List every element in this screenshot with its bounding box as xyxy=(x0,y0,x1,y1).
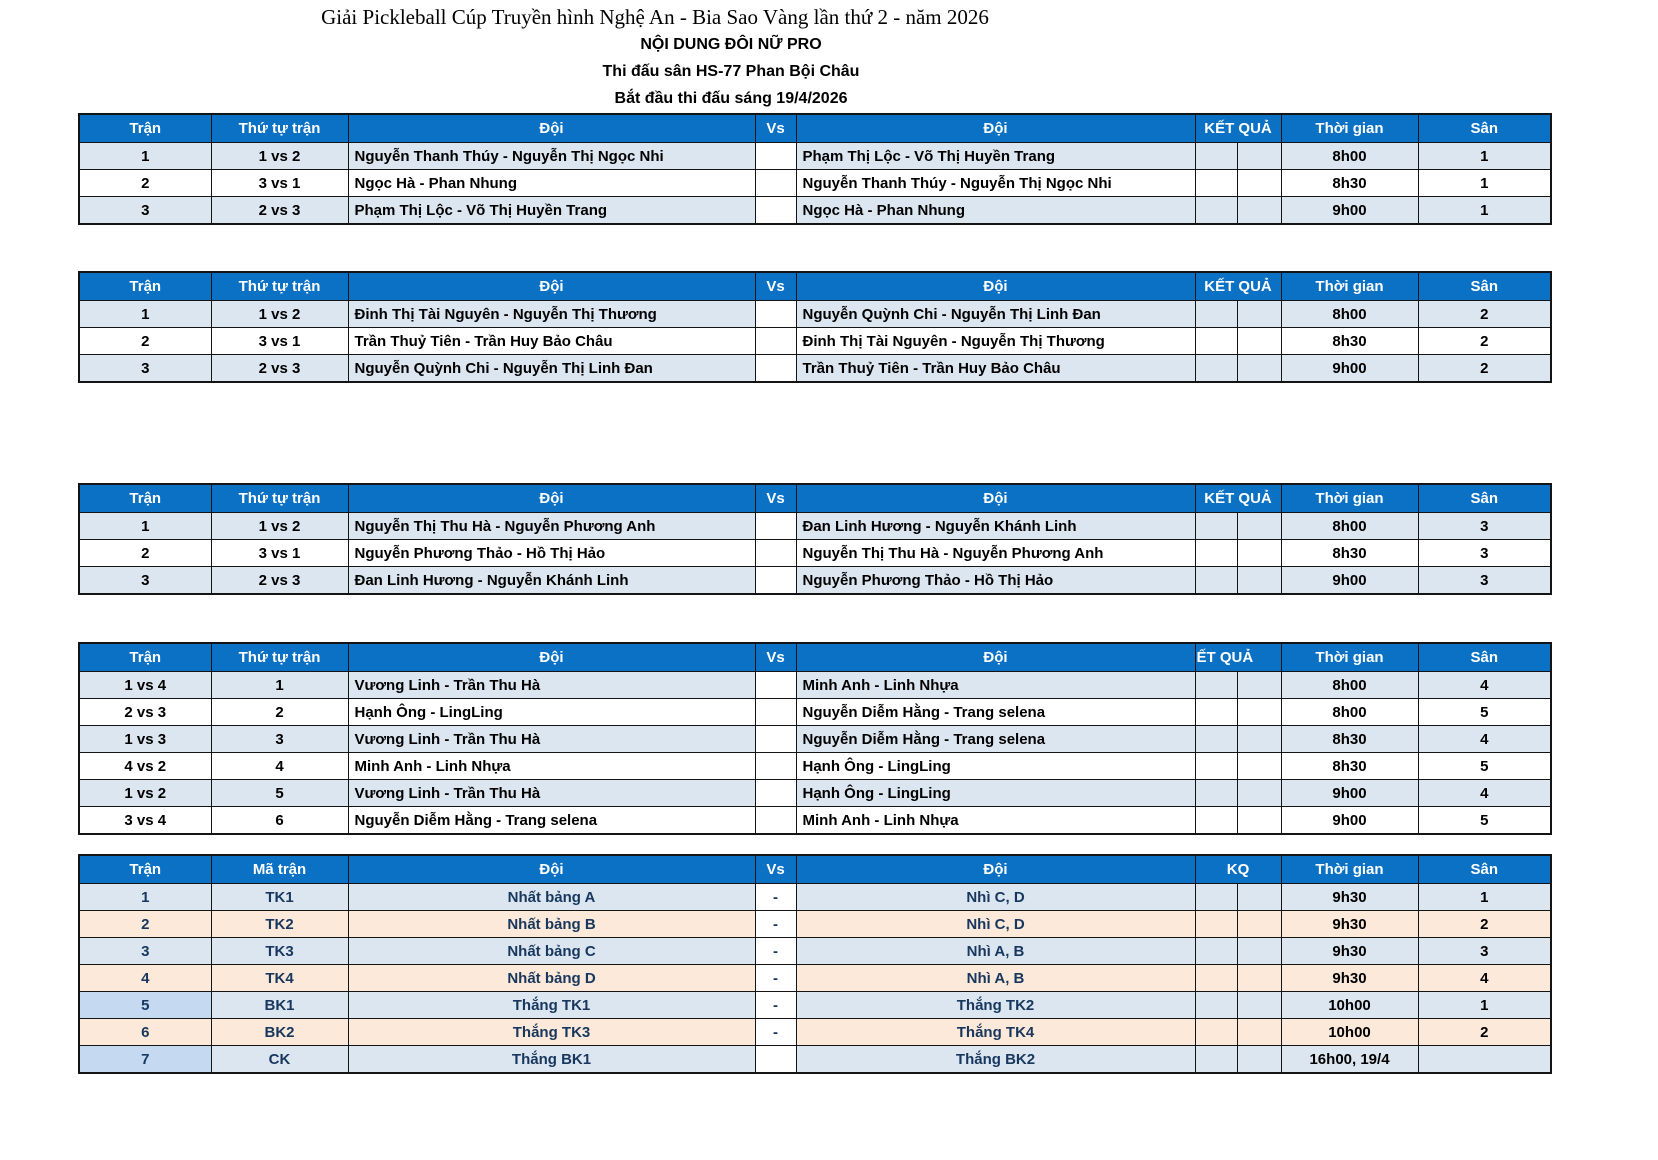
result2-cell xyxy=(1237,143,1281,170)
team2-cell: Phạm Thị Lộc - Võ Thị Huyền Trang xyxy=(796,143,1195,170)
vs-cell xyxy=(755,143,796,170)
court-cell: 4 xyxy=(1418,726,1551,753)
match-number-cell: 1 xyxy=(79,301,211,328)
time-cell: 8h30 xyxy=(1281,540,1418,567)
team2-cell: Ngọc Hà - Phan Nhung xyxy=(796,197,1195,225)
match-number-cell: 1 xyxy=(79,513,211,540)
column-header-team2: Đội xyxy=(796,114,1195,143)
column-header-team1: Đội xyxy=(348,643,755,672)
team2-cell: Nguyễn Diễm Hằng - Trang selena xyxy=(796,699,1195,726)
table-group-2 xyxy=(78,271,1552,383)
match-order-cell: 1 xyxy=(211,672,348,699)
table-row xyxy=(79,884,1551,911)
column-header-team2: Đội xyxy=(796,272,1195,301)
result1-cell xyxy=(1195,355,1237,383)
match-order-cell: 1 vs 2 xyxy=(211,143,348,170)
team1-cell: Hạnh Ông - LingLing xyxy=(348,699,755,726)
court-cell: 1 xyxy=(1418,197,1551,225)
match-number-cell: 2 xyxy=(79,911,211,938)
column-header-time: Thời gian xyxy=(1281,855,1418,884)
time-cell: 9h30 xyxy=(1281,884,1418,911)
table-row xyxy=(79,780,1551,807)
court-cell: 3 xyxy=(1418,540,1551,567)
match-order-cell: BK2 xyxy=(211,1019,348,1046)
column-header-result: KẾT QUẢ xyxy=(1195,114,1281,143)
column-header-order: Mã trận xyxy=(211,855,348,884)
team2-cell: Nguyễn Thanh Thúy - Nguyễn Thị Ngọc Nhi xyxy=(796,170,1195,197)
match-order-cell: 2 xyxy=(211,699,348,726)
team1-cell: Minh Anh - Linh Nhựa xyxy=(348,753,755,780)
result2-cell xyxy=(1237,699,1281,726)
match-order-cell: 2 vs 3 xyxy=(211,355,348,383)
table-row xyxy=(79,1046,1551,1074)
court-cell: 3 xyxy=(1418,513,1551,540)
match-order-cell: TK1 xyxy=(211,884,348,911)
column-header-time: Thời gian xyxy=(1281,643,1418,672)
vs-cell xyxy=(755,301,796,328)
event-category-title: NỘI DUNG ĐÔI NỮ PRO xyxy=(640,36,822,53)
table-row xyxy=(79,1019,1551,1046)
team1-cell: Trần Thuỷ Tiên - Trần Huy Bảo Châu xyxy=(348,328,755,355)
team1-cell: Nhất bảng B xyxy=(348,911,755,938)
court-cell: 5 xyxy=(1418,699,1551,726)
time-cell: 8h30 xyxy=(1281,726,1418,753)
result2-cell xyxy=(1237,965,1281,992)
team2-cell: Nguyễn Thị Thu Hà - Nguyễn Phương Anh xyxy=(796,540,1195,567)
table-group-1 xyxy=(78,113,1552,225)
team2-cell: Nhì A, B xyxy=(796,938,1195,965)
result1-cell xyxy=(1195,992,1237,1019)
table-row xyxy=(79,699,1551,726)
result2-cell xyxy=(1237,884,1281,911)
time-cell: 8h00 xyxy=(1281,513,1418,540)
team2-cell: Nhì A, B xyxy=(796,965,1195,992)
time-cell: 16h00, 19/4 xyxy=(1281,1046,1418,1074)
match-number-cell: 1 xyxy=(79,143,211,170)
team2-cell: Thắng TK4 xyxy=(796,1019,1195,1046)
match-order-cell: 2 vs 3 xyxy=(211,567,348,595)
team1-cell: Ngọc Hà - Phan Nhung xyxy=(348,170,755,197)
match-number-cell: 2 xyxy=(79,540,211,567)
column-header-team1: Đội xyxy=(348,855,755,884)
column-header-court: Sân xyxy=(1418,855,1551,884)
table-row xyxy=(79,672,1551,699)
match-number-cell: 1 vs 2 xyxy=(79,780,211,807)
team2-cell: Đinh Thị Tài Nguyên - Nguyễn Thị Thương xyxy=(796,328,1195,355)
team2-cell: Nguyễn Quỳnh Chi - Nguyễn Thị Linh Đan xyxy=(796,301,1195,328)
result1-cell xyxy=(1195,884,1237,911)
time-cell: 9h00 xyxy=(1281,780,1418,807)
result1-cell xyxy=(1195,513,1237,540)
match-order-cell: TK2 xyxy=(211,911,348,938)
match-number-cell: 3 vs 4 xyxy=(79,807,211,835)
result2-cell xyxy=(1237,1046,1281,1074)
time-cell: 8h00 xyxy=(1281,699,1418,726)
table-row xyxy=(79,513,1551,540)
court-cell: 5 xyxy=(1418,807,1551,835)
header-row xyxy=(79,484,1551,513)
table-row xyxy=(79,726,1551,753)
result2-cell xyxy=(1237,672,1281,699)
result2-cell xyxy=(1237,301,1281,328)
match-number-cell: 6 xyxy=(79,1019,211,1046)
time-cell: 9h00 xyxy=(1281,355,1418,383)
team1-cell: Nhất bảng C xyxy=(348,938,755,965)
table-row xyxy=(79,911,1551,938)
match-order-cell: 5 xyxy=(211,780,348,807)
result1-cell xyxy=(1195,143,1237,170)
header-row xyxy=(79,272,1551,301)
vs-cell xyxy=(755,567,796,595)
result2-cell xyxy=(1237,911,1281,938)
match-order-cell: 2 vs 3 xyxy=(211,197,348,225)
table-row xyxy=(79,540,1551,567)
column-header-court: Sân xyxy=(1418,114,1551,143)
table-row xyxy=(79,992,1551,1019)
time-cell: 9h30 xyxy=(1281,911,1418,938)
header-row xyxy=(79,114,1551,143)
column-header-team1: Đội xyxy=(348,272,755,301)
team1-cell: Nguyễn Thanh Thúy - Nguyễn Thị Ngọc Nhi xyxy=(348,143,755,170)
column-header-order: Thứ tự trận xyxy=(211,114,348,143)
time-cell: 9h00 xyxy=(1281,567,1418,595)
vs-cell xyxy=(755,780,796,807)
vs-cell xyxy=(755,726,796,753)
column-header-time: Thời gian xyxy=(1281,272,1418,301)
match-order-cell: 6 xyxy=(211,807,348,835)
vs-cell xyxy=(755,197,796,225)
result2-cell xyxy=(1237,567,1281,595)
team1-cell: Thắng TK3 xyxy=(348,1019,755,1046)
result1-cell xyxy=(1195,699,1237,726)
match-number-cell: 1 xyxy=(79,884,211,911)
column-header-result: KẾT QUẢ xyxy=(1195,272,1281,301)
column-header-order: Thứ tự trận xyxy=(211,484,348,513)
vs-cell xyxy=(755,328,796,355)
start-time-subtitle: Bắt đầu thi đấu sáng 19/4/2026 xyxy=(614,90,848,107)
table-row xyxy=(79,143,1551,170)
table-row xyxy=(79,328,1551,355)
match-order-cell: TK3 xyxy=(211,938,348,965)
vs-cell: - xyxy=(755,884,796,911)
table-group-4 xyxy=(78,642,1552,835)
table-group-3 xyxy=(78,483,1552,595)
result1-cell xyxy=(1195,1046,1237,1074)
table-row xyxy=(79,938,1551,965)
court-cell: 2 xyxy=(1418,911,1551,938)
result2-cell xyxy=(1237,355,1281,383)
column-header-vs: Vs xyxy=(755,643,796,672)
table-row xyxy=(79,567,1551,595)
team2-cell: Hạnh Ông - LingLing xyxy=(796,753,1195,780)
time-cell: 9h00 xyxy=(1281,807,1418,835)
court-cell: 3 xyxy=(1418,567,1551,595)
court-cell xyxy=(1418,1046,1551,1074)
vs-cell xyxy=(755,753,796,780)
court-cell: 2 xyxy=(1418,1019,1551,1046)
column-header-result: ẾT QUẢ xyxy=(1195,643,1281,672)
time-cell: 8h30 xyxy=(1281,753,1418,780)
time-cell: 9h00 xyxy=(1281,197,1418,225)
column-header-court: Sân xyxy=(1418,484,1551,513)
match-number-cell: 4 vs 2 xyxy=(79,753,211,780)
header-row xyxy=(79,855,1551,884)
match-number-cell: 4 xyxy=(79,965,211,992)
match-number-cell: 7 xyxy=(79,1046,211,1074)
table-row xyxy=(79,355,1551,383)
column-header-order: Thứ tự trận xyxy=(211,643,348,672)
result1-cell xyxy=(1195,328,1237,355)
header-row xyxy=(79,643,1551,672)
result1-cell xyxy=(1195,753,1237,780)
team1-cell: Vương Linh - Trần Thu Hà xyxy=(348,672,755,699)
column-header-team2: Đội xyxy=(796,643,1195,672)
team2-cell: Thắng BK2 xyxy=(796,1046,1195,1074)
time-cell: 9h30 xyxy=(1281,938,1418,965)
column-header-court: Sân xyxy=(1418,643,1551,672)
result1-cell xyxy=(1195,938,1237,965)
team1-cell: Nhất bảng D xyxy=(348,965,755,992)
team1-cell: Nguyễn Quỳnh Chi - Nguyễn Thị Linh Đan xyxy=(348,355,755,383)
team2-cell: Nguyễn Phương Thảo - Hồ Thị Hảo xyxy=(796,567,1195,595)
match-order-cell: 3 vs 1 xyxy=(211,328,348,355)
court-cell: 1 xyxy=(1418,884,1551,911)
team2-cell: Minh Anh - Linh Nhựa xyxy=(796,807,1195,835)
table-group-1 xyxy=(78,113,1552,225)
column-header-time: Thời gian xyxy=(1281,114,1418,143)
team2-cell: Nhì C, D xyxy=(796,911,1195,938)
result2-cell xyxy=(1237,540,1281,567)
table-knockout xyxy=(78,854,1552,1074)
match-order-cell: BK1 xyxy=(211,992,348,1019)
result1-cell xyxy=(1195,197,1237,225)
team1-cell: Nguyễn Phương Thảo - Hồ Thị Hảo xyxy=(348,540,755,567)
result2-cell xyxy=(1237,170,1281,197)
court-cell: 2 xyxy=(1418,328,1551,355)
match-number-cell: 3 xyxy=(79,938,211,965)
result1-cell xyxy=(1195,672,1237,699)
column-header-match: Trận xyxy=(79,272,211,301)
table-row xyxy=(79,301,1551,328)
column-header-result: KẾT QUẢ xyxy=(1195,484,1281,513)
time-cell: 8h30 xyxy=(1281,170,1418,197)
column-header-team2: Đội xyxy=(796,484,1195,513)
table-group-4 xyxy=(78,642,1552,835)
team1-cell: Đan Linh Hương - Nguyễn Khánh Linh xyxy=(348,567,755,595)
court-cell: 5 xyxy=(1418,753,1551,780)
match-order-cell: 3 vs 1 xyxy=(211,540,348,567)
court-cell: 4 xyxy=(1418,965,1551,992)
column-header-court: Sân xyxy=(1418,272,1551,301)
column-header-vs: Vs xyxy=(755,114,796,143)
table-group-3 xyxy=(78,483,1552,595)
team2-cell: Hạnh Ông - LingLing xyxy=(796,780,1195,807)
time-cell: 8h00 xyxy=(1281,301,1418,328)
column-header-team1: Đội xyxy=(348,114,755,143)
team1-cell: Thắng BK1 xyxy=(348,1046,755,1074)
column-header-match: Trận xyxy=(79,643,211,672)
result1-cell xyxy=(1195,780,1237,807)
column-header-order: Thứ tự trận xyxy=(211,272,348,301)
vs-cell xyxy=(755,672,796,699)
result2-cell xyxy=(1237,807,1281,835)
table-row xyxy=(79,170,1551,197)
column-header-time: Thời gian xyxy=(1281,484,1418,513)
result2-cell xyxy=(1237,992,1281,1019)
match-order-cell: 3 xyxy=(211,726,348,753)
vs-cell xyxy=(755,170,796,197)
column-header-match: Trận xyxy=(79,484,211,513)
court-cell: 2 xyxy=(1418,355,1551,383)
table-group-2 xyxy=(78,271,1552,383)
time-cell: 9h30 xyxy=(1281,965,1418,992)
vs-cell xyxy=(755,355,796,383)
result2-cell xyxy=(1237,780,1281,807)
time-cell: 8h30 xyxy=(1281,328,1418,355)
table-row xyxy=(79,807,1551,835)
team1-cell: Nhất bảng A xyxy=(348,884,755,911)
team1-cell: Nguyễn Thị Thu Hà - Nguyễn Phương Anh xyxy=(348,513,755,540)
match-number-cell: 2 xyxy=(79,328,211,355)
team1-cell: Đinh Thị Tài Nguyên - Nguyễn Thị Thương xyxy=(348,301,755,328)
result1-cell xyxy=(1195,726,1237,753)
court-cell: 1 xyxy=(1418,143,1551,170)
venue-subtitle: Thi đấu sân HS-77 Phan Bội Châu xyxy=(602,63,860,80)
vs-cell: - xyxy=(755,992,796,1019)
team1-cell: Nguyễn Diễm Hằng - Trang selena xyxy=(348,807,755,835)
vs-cell: - xyxy=(755,1019,796,1046)
column-header-match: Trận xyxy=(79,114,211,143)
result2-cell xyxy=(1237,197,1281,225)
result2-cell xyxy=(1237,726,1281,753)
vs-cell: - xyxy=(755,965,796,992)
time-cell: 10h00 xyxy=(1281,1019,1418,1046)
match-order-cell: 3 vs 1 xyxy=(211,170,348,197)
match-order-cell: CK xyxy=(211,1046,348,1074)
team1-cell: Phạm Thị Lộc - Võ Thị Huyền Trang xyxy=(348,197,755,225)
column-header-team1: Đội xyxy=(348,484,755,513)
column-header-vs: Vs xyxy=(755,272,796,301)
vs-cell: - xyxy=(755,911,796,938)
court-cell: 4 xyxy=(1418,672,1551,699)
match-number-cell: 3 xyxy=(79,197,211,225)
column-header-vs: Vs xyxy=(755,484,796,513)
table-row xyxy=(79,197,1551,225)
result1-cell xyxy=(1195,170,1237,197)
match-order-cell: 1 vs 2 xyxy=(211,513,348,540)
match-number-cell: 5 xyxy=(79,992,211,1019)
result1-cell xyxy=(1195,540,1237,567)
result1-cell xyxy=(1195,301,1237,328)
result1-cell xyxy=(1195,807,1237,835)
match-number-cell: 1 vs 3 xyxy=(79,726,211,753)
team2-cell: Trần Thuỷ Tiên - Trần Huy Bảo Châu xyxy=(796,355,1195,383)
court-cell: 2 xyxy=(1418,301,1551,328)
page-title: Giải Pickleball Cúp Truyền hình Nghệ An - Bia Sao Vàng lần thứ 2 - năm 2026 xyxy=(321,5,989,29)
table-knockout xyxy=(78,854,1552,1074)
result2-cell xyxy=(1237,328,1281,355)
match-order-cell: 4 xyxy=(211,753,348,780)
vs-cell: - xyxy=(755,938,796,965)
team1-cell: Thắng TK1 xyxy=(348,992,755,1019)
vs-cell xyxy=(755,1046,796,1074)
court-cell: 4 xyxy=(1418,780,1551,807)
vs-cell xyxy=(755,699,796,726)
match-number-cell: 3 xyxy=(79,355,211,383)
match-number-cell: 2 vs 3 xyxy=(79,699,211,726)
match-number-cell: 2 xyxy=(79,170,211,197)
result2-cell xyxy=(1237,1019,1281,1046)
team1-cell: Vương Linh - Trần Thu Hà xyxy=(348,726,755,753)
result1-cell xyxy=(1195,911,1237,938)
vs-cell xyxy=(755,540,796,567)
match-number-cell: 3 xyxy=(79,567,211,595)
time-cell: 8h00 xyxy=(1281,143,1418,170)
team1-cell: Vương Linh - Trần Thu Hà xyxy=(348,780,755,807)
result2-cell xyxy=(1237,513,1281,540)
column-header-vs: Vs xyxy=(755,855,796,884)
team2-cell: Nhì C, D xyxy=(796,884,1195,911)
match-order-cell: TK4 xyxy=(211,965,348,992)
team2-cell: Minh Anh - Linh Nhựa xyxy=(796,672,1195,699)
team2-cell: Nguyễn Diễm Hằng - Trang selena xyxy=(796,726,1195,753)
result1-cell xyxy=(1195,1019,1237,1046)
time-cell: 10h00 xyxy=(1281,992,1418,1019)
table-row xyxy=(79,965,1551,992)
result2-cell xyxy=(1237,938,1281,965)
court-cell: 3 xyxy=(1418,938,1551,965)
column-header-match: Trận xyxy=(79,855,211,884)
time-cell: 8h00 xyxy=(1281,672,1418,699)
court-cell: 1 xyxy=(1418,170,1551,197)
column-header-team2: Đội xyxy=(796,855,1195,884)
result1-cell xyxy=(1195,965,1237,992)
result2-cell xyxy=(1237,753,1281,780)
match-order-cell: 1 vs 2 xyxy=(211,301,348,328)
result1-cell xyxy=(1195,567,1237,595)
vs-cell xyxy=(755,807,796,835)
vs-cell xyxy=(755,513,796,540)
court-cell: 1 xyxy=(1418,992,1551,1019)
table-row xyxy=(79,753,1551,780)
team2-cell: Đan Linh Hương - Nguyễn Khánh Linh xyxy=(796,513,1195,540)
match-number-cell: 1 vs 4 xyxy=(79,672,211,699)
team2-cell: Thắng TK2 xyxy=(796,992,1195,1019)
column-header-result: KQ xyxy=(1195,855,1281,884)
